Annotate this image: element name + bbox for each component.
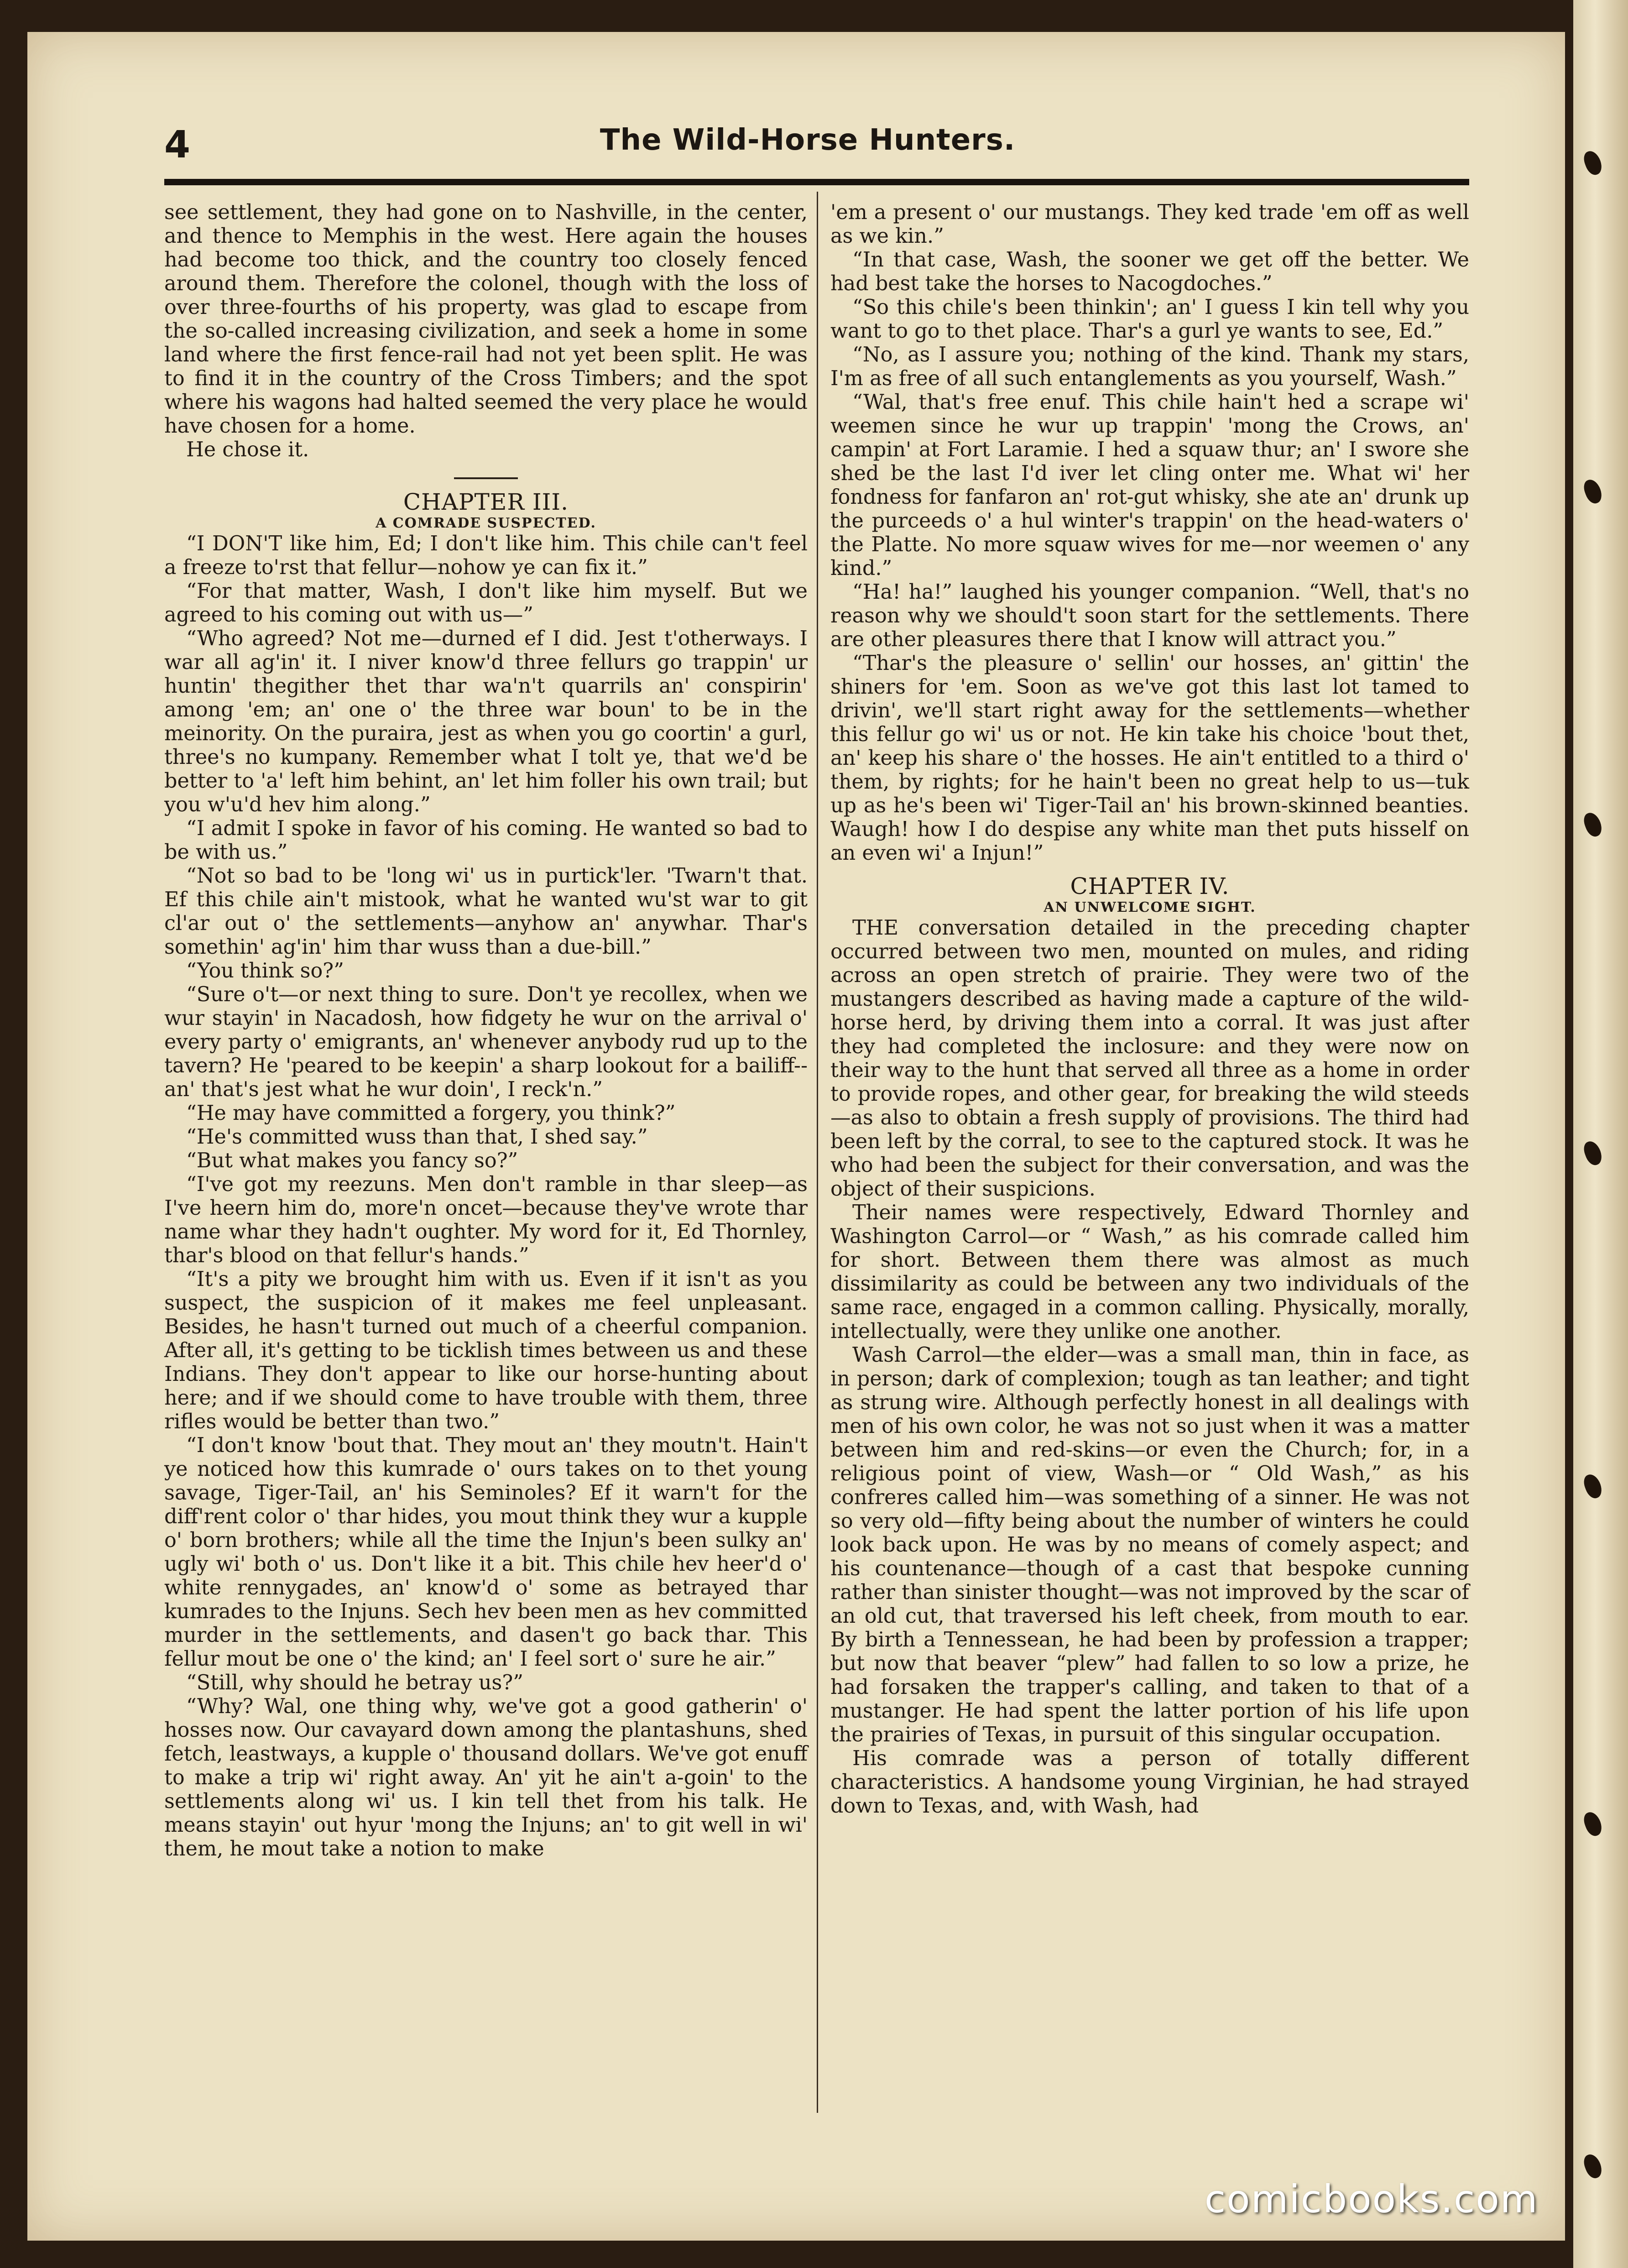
binding-stitch	[1581, 477, 1604, 506]
left-column	[164, 201, 808, 1861]
paragraph: “I DON'T like him, Ed; I don't like him. This chile can't feel a freeze to'rst that fellur—nohow ye can fix it.”	[164, 532, 808, 579]
paragraph: “Not so bad to be 'long wi' us in purtick'ler. 'Twarn't that. Ef this chile ain't mistook, what he wanted wu'st war to git cl'ar out o' the settlements—anyhow an' anywhar. Thar's somethin' ag'in' him thar wuss than a due-bill.”	[164, 864, 808, 959]
binding-stitch	[1581, 1810, 1604, 1838]
paragraph: “Why? Wal, one thing why, we've got a good gatherin' o' hosses now. Our cavayard down among the plantashuns, shed fetch, leastways, a kupple o' thousand dollars. We've got enuff to make a trip wi' right away. An' yit he ain't a-goin' to the settlements along wi' us. I kin tell thet from his talk. He means stayin' out hyur 'mong the Injuns; an' to git well in wi' them, he mout take a notion to make	[164, 1695, 808, 1860]
paragraph: “So this chile's been thinkin'; an' I guess I kin tell why you want to go to thet place. Thar's a gurl ye wants to see, Ed.”	[830, 296, 1469, 343]
paragraph: “Thar's the pleasure o' sellin' our hosses, an' gittin' the shiners for 'em. Soon as we've got this last lot tamed to drivin', we'll start right away for the settlements—whether this fellur go wi' us or not. He kin take his choice 'bout thet, an' keep his share o' the hosses. He ain't entitled to a third o' them, by rights; for he hain't been no great help to us—tuk up as he's been wi' Tiger-Tail an' his brown-skinned beanties. Waugh! how I do despise any white man thet puts hisself on an even wi' a Injun!”	[830, 652, 1469, 865]
chapter-subtitle: AN UNWELCOME SIGHT.	[1044, 899, 1256, 915]
chapter-divider	[454, 477, 518, 479]
paragraph: “Sure o't—or next thing to sure. Don't ye recollex, when we wur stayin' in Nacadosh, how fidgety he wur on the arrival o' every party o' emigrants, an' whenever anybody rud up to the tavern? He 'peared to be keepin' a sharp lookout for a bailiff--an' that's jest what he wur doin', I reck'n.”	[164, 983, 808, 1101]
page-header	[137, 119, 1478, 173]
running-title: The Wild-Horse Hunters.	[600, 123, 1016, 157]
paragraph: “I don't know 'bout that. They mout an' they moutn't. Hain't ye noticed how this kumrade o' ours takes on to thet young savage, Tiger-Tail, an' his Seminoles? Ef it warn't for the diff'rent color o' thar hides, you mout think they wur a kupple o' born brothers; while all the time the Injun's been sulky an' ugly wi' both o' us. Don't like it a bit. This chile hev heer'd o' white rennygades, an' know'd o' some as betrayed thar kumrades to the Injuns. Sech hev been men as hev committed murder in the settlements, and dasen't go back thar. This fellur mout be one o' the kind; an' I feel sort o' sure he air.”	[164, 1434, 808, 1671]
paragraph: “In that case, Wash, the sooner we get off the better. We had best take the horses to Nacogdoches.”	[830, 248, 1469, 295]
paragraph: 'em a present o' our mustangs. They ked trade 'em off as well as we kin.”	[830, 201, 1469, 248]
header-rule	[164, 179, 1469, 185]
paragraph: “But what makes you fancy so?”	[186, 1149, 518, 1172]
paragraph: “He may have committed a forgery, you think?”	[186, 1102, 676, 1125]
page-number: 4	[164, 123, 191, 167]
paragraph: Wash Carrol—the elder—was a small man, thin in face, as in person; dark of complexion; tough as tan leather; and tight as strung wire. Although perfectly honest in all dealings with men of his own color, he was not so just when it was a matter between him and red-skins—or even the Church; for, in a religious point of view, Wash—or “ Old Wash,” as his confreres called him—was something of a sinner. He was not so very old—fifty being about the number of winters he could look back upon. He was by no means of comely aspect; and his countenance—though of a cast that bespoke cunning rather than sinister thought—was not improved by the scar of an old cut, that traversed his left cheek, from mouth to ear. By birth a Tennessean, he had been by profession a trapper; but now that beaver “plew” had fallen to so low a prize, he had forsaken the trapper's calling, and taken to that of a mustanger. He had spent the latter portion of his life upon the prairies of Texas, in pursuit of this singular occupation.	[830, 1343, 1469, 1746]
right-column	[830, 201, 1469, 1818]
paragraph: “You think so?”	[186, 959, 344, 982]
binding-stitch	[1581, 1139, 1604, 1167]
paragraph: THE conversation detailed in the preceding chapter occurred between two men, mounted on mules, and riding across an open stretch of prairie. They were two of the mustangers described as having made a capture of the wild-horse herd, by driving them into a corral. It was just after they had completed the inclosure: and they were now on their way to the hunt that served all three as a home in order to provide ropes, and other gear, for breaking the wild steeds—as also to obtain a fresh supply of provisions. The third had been left by the corral, to see to the captured stock. It was he who had been the subject for their conversation, and was the object of their suspicions.	[830, 916, 1469, 1201]
paragraph: “Wal, that's free enuf. This chile hain't hed a scrape wi' weemen since he wur up trappin' 'mong the Crows, an' campin' at Fort Laramie. I hed a squaw thur; an' I swore she shed be the last I'd iver let cling onter me. What wi' her fondness for fanfaron an' rot-gut whisky, she ate an' drunk up the purceeds o' a hul winter's trappin' on the head-waters o' the Platte. No more squaw wives for me—nor weemen o' any kind.”	[830, 391, 1469, 580]
paragraph: “It's a pity we brought him with us. Even if it isn't as you suspect, the suspicion of it makes me feel unpleasant. Besides, he hasn't turned out much of a cheerful companion. After all, it's getting to be ticklish times between us and these Indians. They don't appear to like our horse-hunting about here; and if we should come to have trouble with them, three rifles would be better than two.”	[164, 1268, 808, 1433]
chapter-title: CHAPTER IV.	[1070, 873, 1230, 899]
binding-spine	[1573, 0, 1628, 2268]
binding-stitch	[1581, 810, 1604, 839]
paragraph: His comrade was a person of totally different characteristics. A handsome young Virginian, he had strayed down to Texas, and, with Wash, had	[830, 1747, 1469, 1818]
site-watermark: comicbooks.com	[1205, 2177, 1539, 2221]
binding-stitch	[1581, 1472, 1604, 1500]
paragraph: “No, as I assure you; nothing of the kind. Thank my stars, I'm as free of all such entanglements as you yourself, Wash.”	[830, 343, 1469, 390]
binding-stitch	[1581, 149, 1604, 177]
paragraph: “Who agreed? Not me—durned ef I did. Jest t'otherways. I war all ag'in' it. I niver know'd three fellurs go trappin' ur huntin' thegither thet thar wa'n't quarrils an' conspirin' among 'em; an' one o' the three war boun' to be in the meinority. On the puraira, jest as when you go coortin' a gurl, three's no kumpany. Remember what I tolt ye, that we'd be better to 'a' left him behint, an' let him foller his own trail; but you w'u'd hev him along.”	[164, 627, 808, 816]
chapter-subtitle: A COMRADE SUSPECTED.	[376, 515, 596, 531]
paragraph: Their names were respectively, Edward Thornley and Washington Carrol—or “ Wash,” as his comrade called him for short. Between them there was almost as much dissimilarity as could be between any two individuals of the same race, engaged in a common calling. Physically, morally, intellectually, were they unlike one another.	[830, 1201, 1469, 1343]
chapter-title: CHAPTER III.	[403, 489, 569, 515]
paragraph: “I admit I spoke in favor of his coming. He wanted so bad to be with us.”	[164, 817, 808, 864]
paragraph: “Still, why should he betray us?”	[186, 1671, 523, 1694]
paragraph: He chose it.	[186, 438, 309, 461]
paragraph: “I've got my reezuns. Men don't ramble in thar sleep—as I've heern him do, more'n oncet—because they've wrote thar name whar they hadn't oughter. My word for it, Ed Thornley, thar's blood on that fellur's hands.”	[164, 1173, 808, 1267]
paragraph: see settlement, they had gone on to Nashville, in the center, and thence to Memphis in the west. Here again the houses had become too thick, and the country too closely fenced around them. Therefore the colonel, though with the loss of over three-fourths of his property, was glad to escape from the so-called increasing civilization, and seek a home in some land where the first fence-rail had not yet been split. He was to find it in the country of the Cross Timbers; and the spot where his wagons had halted seemed the very place he would have chosen for a home.	[164, 201, 808, 438]
column-divider	[817, 192, 818, 2113]
binding-stitch	[1581, 2152, 1604, 2180]
paragraph: “He's committed wuss than that, I shed say.”	[186, 1125, 648, 1149]
paragraph: “Ha! ha!” laughed his younger companion. “Well, that's no reason why we should't soon start for the settlements. There are other pleasures there that I know will attract you.”	[830, 580, 1469, 651]
paragraph: “For that matter, Wash, I don't like him myself. But we agreed to his coming out with us—”	[164, 580, 808, 627]
